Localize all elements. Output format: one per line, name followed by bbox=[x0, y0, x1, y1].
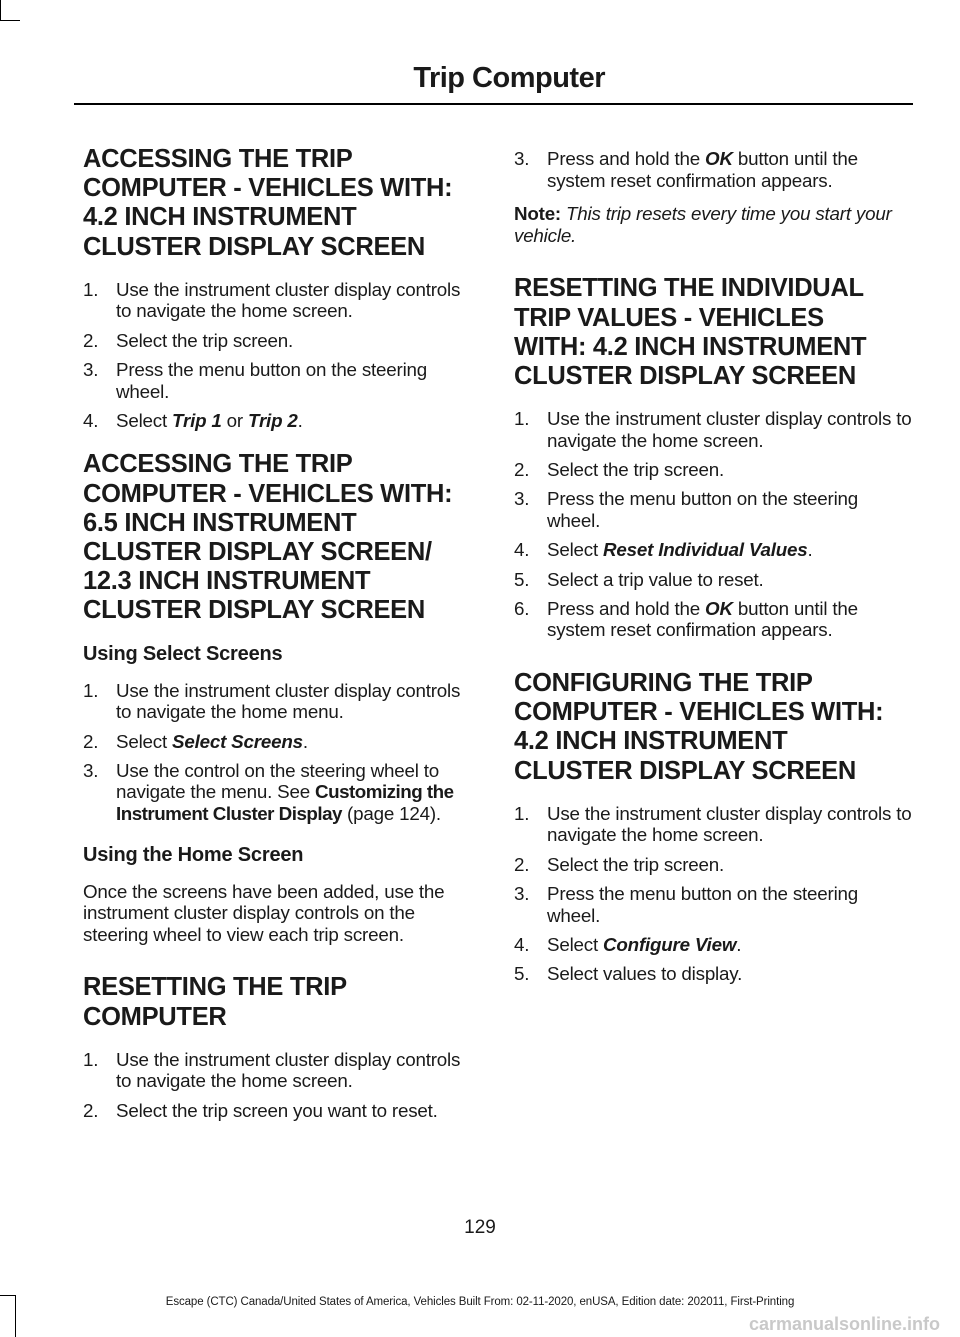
list-item: 4. Select Trip 1 or Trip 2. bbox=[83, 409, 303, 431]
step-list bbox=[514, 408, 912, 641]
right-column bbox=[514, 148, 912, 1004]
header-divider bbox=[74, 103, 913, 105]
section-heading: RESETTING THE TRIP COMPUTER bbox=[83, 973, 347, 1031]
subheading: Using the Home Screen bbox=[83, 843, 304, 866]
list-item: 6. Press and hold the OK button until the system reset confirmation appears. bbox=[514, 597, 858, 641]
section-heading: ACCESSING THE TRIP COMPUTER - VEHICLES WITH: 6.5 INCH INSTRUMENT CLUSTER DISPLAY SCREEN/ 12.3 INCH INSTRUMENT CLUSTER DISPLAY SCREEN bbox=[83, 450, 453, 625]
footer-text: Escape (CTC) Canada/United States of America, Vehicles Built From: 02-11-2020, enUSA, Edition date: 202011, First-Printing bbox=[165, 1296, 795, 1308]
list-item: 2. Select the trip screen you want to reset. bbox=[83, 1099, 438, 1121]
page-number: 129 bbox=[464, 1217, 496, 1238]
step-list bbox=[83, 680, 478, 825]
step-list bbox=[514, 148, 912, 191]
list-item: 1. Use the instrument cluster display controls to navigate the home screen. bbox=[514, 408, 912, 451]
list-item: 3. Use the control on the steering wheel to navigate the menu. See Customizing the Instrument Cluster Display (page 124). bbox=[83, 759, 454, 824]
list-item: 1. Use the instrument cluster display controls to navigate the home screen. bbox=[83, 278, 461, 322]
list-item: 3. Press and hold the OK button until the system reset confirmation appears. bbox=[514, 148, 858, 191]
note: Note: This trip resets every time you start your vehicle. bbox=[514, 203, 892, 246]
left-column bbox=[83, 145, 478, 1140]
step-list bbox=[83, 279, 478, 432]
section-heading: ACCESSING THE TRIP COMPUTER - VEHICLES WITH: 4.2 INCH INSTRUMENT CLUSTER DISPLAY SCREEN bbox=[83, 145, 453, 261]
list-item: 5. Select a trip value to reset. bbox=[514, 568, 764, 590]
watermark: carmanualsonline.info bbox=[748, 1314, 940, 1334]
list-item: 3. Press the menu button on the steering wheel. bbox=[514, 488, 859, 531]
section-heading: RESETTING THE INDIVIDUAL TRIP VALUES - VEHICLES WITH: 4.2 INCH INSTRUMENT CLUSTER DISPLAY SCREEN bbox=[514, 274, 867, 390]
list-item: 5. Select values to display. bbox=[514, 963, 743, 985]
list-item: 3. Press the menu button on the steering wheel. bbox=[514, 882, 859, 926]
list-item: 1. Use the instrument cluster display controls to navigate the home screen. bbox=[514, 802, 912, 846]
list-item: 2. Select the trip screen. bbox=[83, 329, 294, 351]
list-item: 4. Select Reset Individual Values. bbox=[514, 539, 813, 561]
list-item: 2. Select the trip screen. bbox=[514, 853, 725, 875]
page-header-title: Trip Computer bbox=[413, 62, 605, 94]
step-list bbox=[83, 1049, 478, 1121]
section-heading: CONFIGURING THE TRIP COMPUTER - VEHICLES WITH: 4.2 INCH INSTRUMENT CLUSTER DISPLAY SCREEN bbox=[514, 668, 884, 785]
list-item: 3. Press the menu button on the steering wheel. bbox=[83, 358, 428, 402]
list-item: 2. Select Select Screens. bbox=[83, 730, 308, 752]
paragraph: Once the screens have been added, use the instrument cluster display controls on the steering wheel to view each trip screen. bbox=[83, 880, 445, 945]
step-list bbox=[514, 803, 912, 985]
list-item: 1. Use the instrument cluster display controls to navigate the home screen. bbox=[83, 1048, 461, 1092]
list-item: 1. Use the instrument cluster display controls to navigate the home menu. bbox=[83, 679, 461, 723]
cross-reference-link[interactable]: Customizing the Instrument Cluster Display bbox=[116, 781, 454, 824]
list-item: 4. Select Configure View. bbox=[514, 933, 742, 955]
list-item: 2. Select the trip screen. bbox=[514, 459, 725, 481]
crop-mark bbox=[0, 0, 1, 20]
crop-mark bbox=[0, 20, 20, 21]
subheading: Using Select Screens bbox=[83, 642, 283, 665]
